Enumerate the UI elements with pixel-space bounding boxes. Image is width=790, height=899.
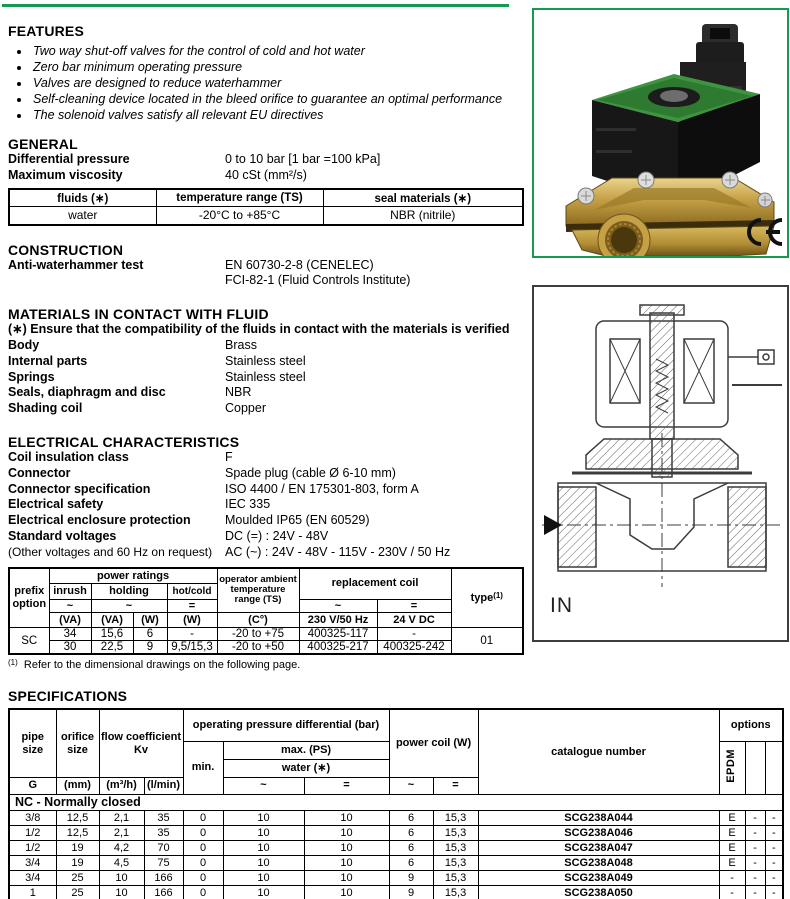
- table-header-row: [9, 568, 523, 584]
- valve-cross-section-diagram: [532, 285, 789, 642]
- spec-value: Brass: [225, 337, 257, 352]
- table-cell: 10: [304, 840, 389, 855]
- unit-header: (m³/h): [99, 777, 144, 794]
- spec-row: [8, 450, 522, 466]
- table-cell: -: [745, 840, 765, 855]
- table-cell: -: [745, 825, 765, 840]
- fluids-table: [8, 188, 524, 226]
- table-cell: 10: [223, 870, 304, 885]
- spec-label: Internal parts: [8, 353, 88, 368]
- table-cell: 10: [223, 855, 304, 870]
- table-cell: -: [745, 885, 765, 899]
- table-cell: 35: [144, 810, 183, 825]
- table-cell: 4,5: [99, 855, 144, 870]
- table-row: [9, 885, 783, 899]
- table-cell: 10: [223, 825, 304, 840]
- dc-symbol: =: [167, 599, 217, 612]
- table-cell: -: [745, 810, 765, 825]
- section-title-construction: CONSTRUCTION: [8, 241, 124, 258]
- inlet-port: [558, 487, 596, 567]
- section-title-electrical: ELECTRICAL CHARACTERISTICS: [8, 433, 240, 450]
- features-list: [31, 43, 521, 123]
- coil-winding-left: [610, 339, 640, 403]
- table-cell: 9: [133, 641, 167, 655]
- feature-item: • The solenoid valves satisfy all relevant EU directives: [31, 107, 521, 123]
- spec-value: Stainless steel: [225, 369, 306, 384]
- table-cell: -: [719, 885, 745, 899]
- spec-row: [8, 273, 522, 289]
- table-cell: 15,3: [433, 810, 478, 825]
- column-header-epdm: [719, 741, 745, 794]
- table-cell: E: [719, 840, 745, 855]
- spec-row: [8, 513, 522, 529]
- table-cell: 6: [133, 628, 167, 641]
- table-cell: SCG238A047: [478, 840, 719, 855]
- table-cell: 166: [144, 885, 183, 899]
- spec-label: Connector: [8, 465, 71, 480]
- unit-header: (VA): [49, 612, 91, 628]
- dc-symbol: =: [433, 777, 478, 794]
- table-cell: 15,3: [433, 840, 478, 855]
- epdm-label: EPDM: [725, 748, 738, 783]
- plunger-core: [650, 313, 674, 439]
- table-cell: water: [9, 207, 156, 225]
- column-header: seal materials (∗): [323, 189, 523, 207]
- table-cell: 3/8: [9, 810, 56, 825]
- spec-value: Moulded IP65 (EN 60529): [225, 513, 370, 528]
- table-cell: 9,5/15,3: [167, 641, 217, 655]
- column-header: options: [719, 709, 783, 741]
- footnote: [8, 659, 522, 671]
- spec-label: (Other voltages and 60 Hz on request): [8, 544, 213, 559]
- column-header: replacement coil: [299, 568, 451, 600]
- column-header: water (∗): [223, 759, 389, 777]
- table-cell: 0: [183, 870, 223, 885]
- column-header: operator ambient temperature range (TS): [217, 568, 299, 613]
- spec-row: [8, 258, 522, 274]
- column-header: power coil (W): [389, 709, 478, 777]
- column-header: max. (PS): [223, 741, 389, 759]
- cross-section-drawing: [534, 287, 787, 640]
- spec-value: ISO 4400 / EN 175301-803, form A: [225, 481, 419, 496]
- spec-label: Electrical safety: [8, 497, 104, 512]
- unit-header: (W): [133, 612, 167, 628]
- table-row: [9, 840, 783, 855]
- column-header: operating pressure differential (bar): [183, 709, 389, 741]
- unit-header: (C°): [217, 612, 299, 628]
- section-title-specifications: SPECIFICATIONS: [8, 688, 128, 705]
- spec-label: Springs: [8, 369, 55, 384]
- unit-header: (W): [167, 612, 217, 628]
- table-cell: E: [719, 810, 745, 825]
- table-cell: 75: [144, 855, 183, 870]
- column-header: inrush: [49, 584, 91, 600]
- spec-value: F: [225, 449, 233, 464]
- table-cell: 22,5: [91, 641, 133, 655]
- table-cell: 4,2: [99, 840, 144, 855]
- cable-gland-icon: [696, 24, 744, 66]
- table-row: [9, 628, 523, 641]
- spec-label-spacer: [8, 273, 225, 289]
- spec-row: [8, 152, 522, 168]
- section-title-general: GENERAL: [8, 136, 78, 152]
- spec-label: Shading coil: [8, 401, 83, 416]
- spec-value: NBR: [225, 385, 252, 400]
- table-cell: 166: [144, 870, 183, 885]
- column-header: orifice size: [56, 709, 99, 777]
- table-cell: 400325-242: [377, 641, 451, 655]
- spec-value: 40 cSt (mm²/s): [225, 167, 307, 182]
- type-label: type: [470, 591, 494, 604]
- table-cell: 3/4: [9, 870, 56, 885]
- table-cell: 12,5: [56, 810, 99, 825]
- table-cell: 10: [223, 885, 304, 899]
- table-cell: 400325-217: [299, 641, 377, 655]
- table-cell: 25: [56, 870, 99, 885]
- spec-row: [8, 497, 522, 513]
- table-cell: 10: [304, 825, 389, 840]
- ac-symbol: ~: [91, 599, 167, 612]
- column-header: hot/cold: [167, 584, 217, 600]
- spec-row: [8, 482, 522, 498]
- column-header: min.: [183, 741, 223, 794]
- table-cell: 15,3: [433, 855, 478, 870]
- top-accent-rule: [2, 4, 509, 7]
- table-cell: -20 to +75: [217, 628, 299, 641]
- table-cell: 0: [183, 855, 223, 870]
- spec-label: Body: [8, 337, 40, 352]
- spec-row: [8, 354, 522, 370]
- table-row: [9, 641, 523, 655]
- dc-symbol: =: [377, 599, 451, 612]
- table-cell: 0: [183, 825, 223, 840]
- spec-value: EN 60730-2-8 (CENELEC): [225, 257, 374, 272]
- unit-header: (l/min): [144, 777, 183, 794]
- ac-symbol: ~: [299, 599, 377, 612]
- spec-value: Copper: [225, 401, 266, 416]
- table-cell: -: [765, 870, 783, 885]
- table-header-row: [9, 612, 523, 628]
- table-cell: E: [719, 825, 745, 840]
- table-cell: 400325-117: [299, 628, 377, 641]
- table-cell: 1: [9, 885, 56, 899]
- table-cell: -: [745, 855, 765, 870]
- section-label: NC - Normally closed: [9, 794, 783, 810]
- table-cell: 30: [49, 641, 91, 655]
- table-cell: 1/2: [9, 840, 56, 855]
- type-cell: 01: [451, 628, 523, 655]
- spec-label: Differential pressure: [8, 152, 130, 166]
- materials-note: (∗) Ensure that the compatibility of the fluids in contact with the materials is verified: [8, 322, 510, 337]
- column-header: pipe size: [9, 709, 56, 777]
- table-header-row: [9, 709, 783, 741]
- column-header: power ratings: [49, 568, 217, 584]
- spec-row: [8, 370, 522, 386]
- column-header: fluids (∗): [9, 189, 156, 207]
- feature-item: • Valves are designed to reduce waterhammer: [31, 75, 521, 91]
- table-cell: 0: [183, 840, 223, 855]
- column-header: prefix option: [9, 568, 49, 628]
- table-cell: SCG238A048: [478, 855, 719, 870]
- feature-item: • Self-cleaning device located in the bleed orifice to guarantee an optimal performance: [31, 91, 521, 107]
- coil-winding-right: [684, 339, 714, 403]
- table-cell: 3/4: [9, 855, 56, 870]
- spec-row: [8, 401, 522, 417]
- table-cell: 10: [304, 855, 389, 870]
- section-title-features: FEATURES: [8, 23, 85, 39]
- table-cell: SCG238A046: [478, 825, 719, 840]
- column-header: temperature range (TS): [156, 189, 323, 207]
- table-cell: 10: [223, 810, 304, 825]
- spec-value: Spade plug (cable Ø 6-10 mm): [225, 465, 396, 480]
- spec-row: [8, 338, 522, 354]
- spec-row: [8, 529, 522, 545]
- table-cell: -: [719, 870, 745, 885]
- connector-pins: [728, 350, 782, 385]
- spec-value: DC (=) : 24V - 48V: [225, 528, 329, 543]
- spec-row: [8, 168, 522, 184]
- section-title-materials: MATERIALS IN CONTACT WITH FLUID: [8, 306, 269, 323]
- spec-label: Maximum viscosity: [8, 167, 123, 182]
- specifications-table: [8, 708, 784, 899]
- table-cell: -: [765, 840, 783, 855]
- spec-value: IEC 335: [225, 497, 271, 512]
- table-cell: SCG238A044: [478, 810, 719, 825]
- outlet-port: [728, 487, 766, 567]
- footnote-text: Refer to the dimensional drawings on the following page.: [23, 659, 301, 672]
- table-cell: 10: [99, 870, 144, 885]
- column-header: [451, 568, 523, 628]
- column-header-option-2: [745, 741, 765, 794]
- valve-bonnet: [566, 172, 774, 232]
- column-header: holding: [91, 584, 167, 600]
- spec-row: [8, 385, 522, 401]
- table-cell: 6: [389, 825, 433, 840]
- table-cell: SCG238A050: [478, 885, 719, 899]
- table-cell: -: [765, 855, 783, 870]
- table-cell: 15,6: [91, 628, 133, 641]
- table-row: [9, 810, 783, 825]
- unit-header: (VA): [91, 612, 133, 628]
- solenoid-valve-photo-illustration: [534, 10, 787, 256]
- feature-item: • Zero bar minimum operating pressure: [31, 59, 521, 75]
- spec-value: 0 to 10 bar [1 bar =100 kPa]: [225, 152, 381, 166]
- ac-symbol: ~: [389, 777, 433, 794]
- spec-value: Stainless steel: [225, 353, 306, 368]
- spec-value: AC (~) : 24V - 48V - 115V - 230V / 50 Hz: [225, 544, 451, 559]
- table-cell: -: [167, 628, 217, 641]
- unit-header: G: [9, 777, 56, 794]
- unit-header: 24 V DC: [377, 612, 451, 628]
- product-photo: [532, 8, 789, 258]
- table-cell: 70: [144, 840, 183, 855]
- spec-label: Anti-waterhammer test: [8, 257, 144, 272]
- table-cell: -: [765, 810, 783, 825]
- table-cell: 0: [183, 810, 223, 825]
- ac-symbol: ~: [223, 777, 304, 794]
- table-cell: 35: [144, 825, 183, 840]
- table-cell: 9: [389, 885, 433, 899]
- spec-label: Seals, diaphragm and disc: [8, 385, 166, 400]
- column-header: catalogue number: [478, 709, 719, 794]
- table-cell: 0: [183, 885, 223, 899]
- spec-label: Coil insulation class: [8, 449, 129, 464]
- table-cell: -: [377, 628, 451, 641]
- column-header: flow coefficient Kv: [99, 709, 183, 777]
- dc-symbol: =: [304, 777, 389, 794]
- table-cell: 10: [304, 810, 389, 825]
- table-cell: 15,3: [433, 870, 478, 885]
- prefix-cell: SC: [9, 628, 49, 655]
- table-cell: 6: [389, 840, 433, 855]
- table-cell: 25: [56, 885, 99, 899]
- table-row: [9, 855, 783, 870]
- spec-label: Connector specification: [8, 481, 151, 496]
- table-cell: 10: [99, 885, 144, 899]
- table-cell: 12,5: [56, 825, 99, 840]
- table-cell: 10: [304, 870, 389, 885]
- ac-symbol: ~: [49, 599, 91, 612]
- column-header-option-3: [765, 741, 783, 794]
- table-cell: 10: [304, 885, 389, 899]
- table-cell: -: [745, 870, 765, 885]
- in-label: IN: [550, 594, 573, 617]
- spec-label: Electrical enclosure protection: [8, 513, 191, 528]
- type-footnote-marker: (1): [493, 590, 503, 600]
- table-cell: E: [719, 855, 745, 870]
- table-cell: 19: [56, 855, 99, 870]
- unit-header: (mm): [56, 777, 99, 794]
- table-cell: 2,1: [99, 825, 144, 840]
- table-cell: 34: [49, 628, 91, 641]
- table-cell: 1/2: [9, 825, 56, 840]
- spec-value: FCI-82-1 (Fluid Controls Institute): [225, 273, 411, 288]
- table-cell: SCG238A049: [478, 870, 719, 885]
- spec-row: [8, 545, 522, 561]
- table-cell: -: [765, 885, 783, 899]
- table-cell: -20 to +50: [217, 641, 299, 655]
- spec-label: Standard voltages: [8, 528, 117, 543]
- table-row: [9, 870, 783, 885]
- table-cell: -: [765, 825, 783, 840]
- power-ratings-table: [8, 567, 524, 656]
- table-cell: 19: [56, 840, 99, 855]
- table-cell: -20°C to +85°C: [156, 207, 323, 225]
- table-row: [9, 207, 523, 225]
- table-cell: 10: [223, 840, 304, 855]
- table-cell: NBR (nitrile): [323, 207, 523, 225]
- table-header-row: [9, 189, 523, 207]
- table-cell: 9: [389, 870, 433, 885]
- table-cell: 15,3: [433, 825, 478, 840]
- feature-item: • Two way shut-off valves for the control of cold and hot water: [31, 43, 521, 59]
- table-cell: 2,1: [99, 810, 144, 825]
- section-row: [9, 794, 783, 810]
- spec-row: [8, 466, 522, 482]
- table-row: [9, 825, 783, 840]
- unit-header: 230 V/50 Hz: [299, 612, 377, 628]
- table-cell: 6: [389, 855, 433, 870]
- footnote-marker: (1): [8, 658, 18, 668]
- table-cell: 6: [389, 810, 433, 825]
- table-cell: 15,3: [433, 885, 478, 899]
